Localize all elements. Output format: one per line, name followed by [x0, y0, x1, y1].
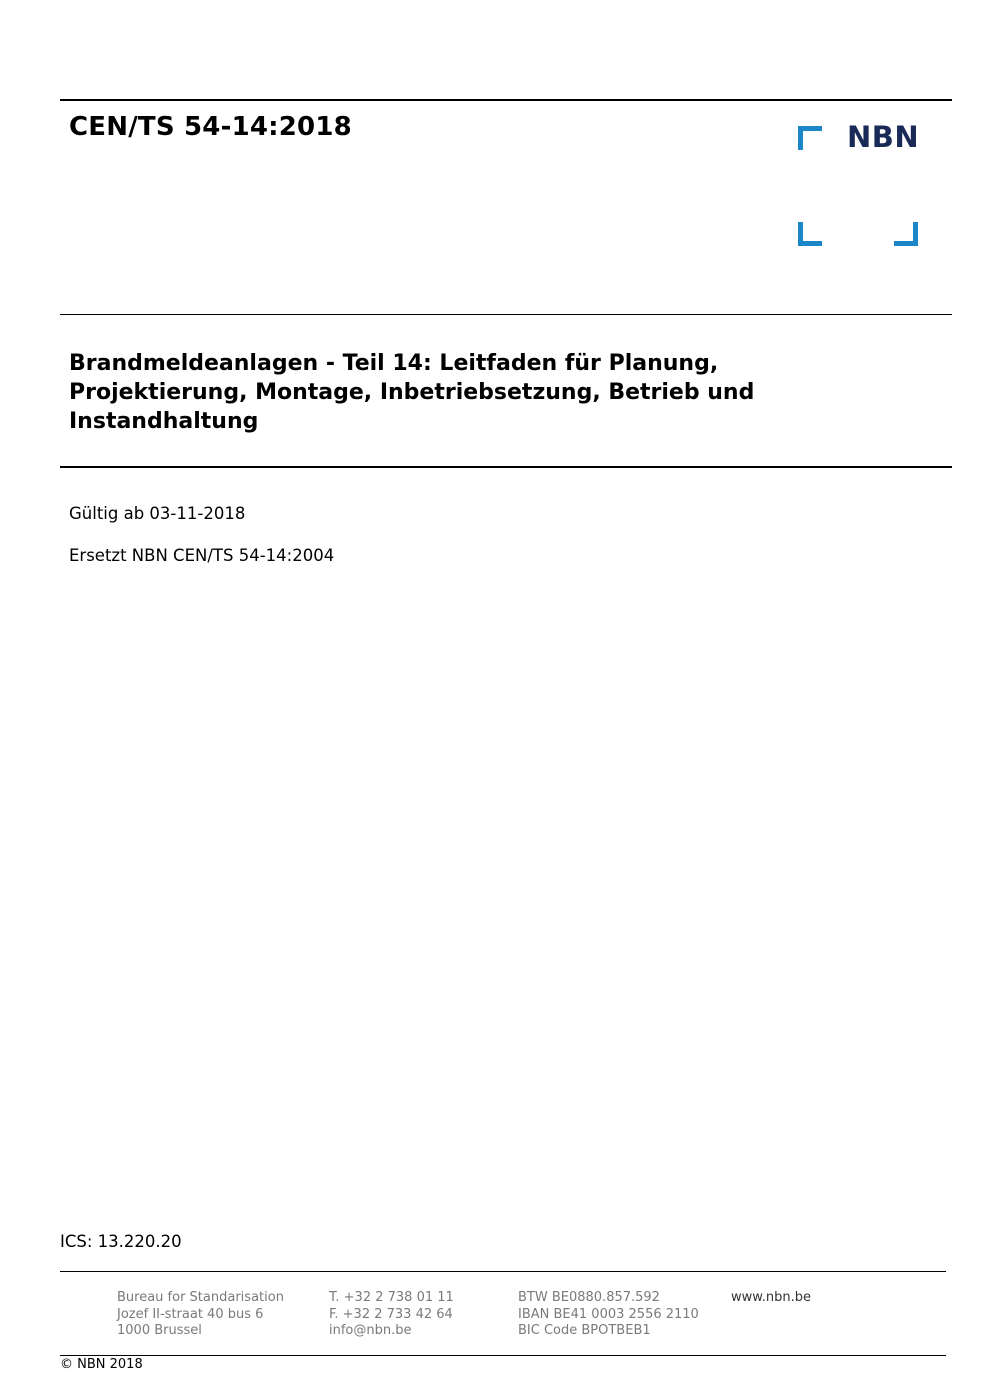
logo-bracket-top-left — [801, 129, 823, 151]
document-title — [69, 349, 869, 436]
fax: F. +32 2 733 42 64 — [329, 1306, 453, 1322]
footer-contact — [329, 1290, 454, 1340]
top-rule — [60, 99, 952, 101]
address-line: Bureau for Standarisation — [117, 1290, 284, 1305]
iban: IBAN BE41 0003 2556 2110 — [518, 1306, 699, 1322]
title-line: Projektierung, Montage, Inbetriebsetzung, Betrieb und — [69, 380, 755, 405]
footer-address — [117, 1290, 284, 1340]
title-rule — [60, 466, 952, 468]
logo-bracket-bottom-right — [894, 222, 916, 244]
valid-from: Gültig ab 03-11-2018 — [69, 504, 246, 523]
footer-rule-top — [60, 1271, 946, 1272]
address-line: 1000 Brussel — [117, 1323, 202, 1338]
logo-wordmark: NBN — [847, 120, 920, 154]
footer-web — [731, 1290, 811, 1307]
header-rule — [60, 314, 952, 315]
copyright: © NBN 2018 — [60, 1357, 143, 1372]
ics-code: ICS: 13.220.20 — [60, 1232, 182, 1251]
footer-rule-bottom — [60, 1355, 946, 1356]
address-line: Jozef II-straat 40 bus 6 — [117, 1306, 264, 1322]
title-line: Instandhaltung — [69, 409, 259, 434]
document-id: CEN/TS 54-14:2018 — [69, 112, 352, 142]
bic-code: BIC Code BPOTBEB1 — [518, 1323, 651, 1338]
vat-number: BTW BE0880.857.592 — [518, 1290, 660, 1305]
website-link[interactable]: www.nbn.be — [731, 1290, 811, 1305]
title-line: Brandmeldeanlagen - Teil 14: Leitfaden für Planung, — [69, 351, 719, 376]
replaces: Ersetzt NBN CEN/TS 54-14:2004 — [69, 546, 335, 565]
phone: T. +32 2 738 01 11 — [329, 1290, 454, 1305]
footer-bank — [518, 1290, 699, 1340]
email-link[interactable]: info@nbn.be — [329, 1323, 412, 1338]
logo-bracket-bottom-left — [801, 222, 823, 244]
